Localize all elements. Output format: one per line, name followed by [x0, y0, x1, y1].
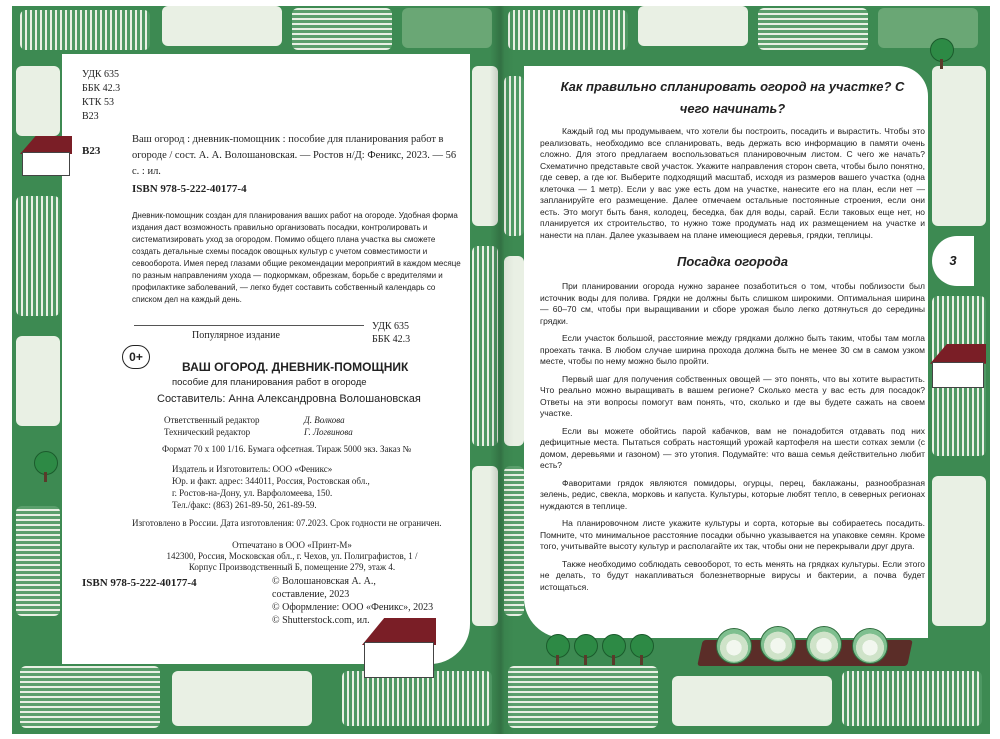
- paragraph: При планировании огорода нужно заранее позаботиться о том, чтобы поблизости был источник воды для полива. Грядки не должны быть слишком широкими. Оптимальная ширина — 60–70 см, чтобы при выращивании и сборе урожая было легко дотянуться до середины грядки.: [540, 281, 925, 326]
- pattern-tile: [508, 666, 658, 728]
- format-line: Формат 70 х 100 1/16. Бумага офсетная. Тираж 5000 экз. Заказ №: [162, 444, 412, 454]
- tech-editor-role: Технический редактор: [164, 427, 251, 437]
- tree-illustration: [574, 634, 596, 664]
- book-spine: [490, 6, 514, 734]
- paragraph: Фаворитами грядок являются помидоры, огурцы, перец, баклажаны, разнообразная зелень, редис, свекла, морковь и капуста. Культуры, которые любят тепло, в северных регионах нуждаются в теплице.: [540, 477, 925, 511]
- pattern-tile: [162, 6, 282, 46]
- isbn-bottom: ISBN 978-5-222-40177-4: [82, 577, 197, 589]
- printer-line: Отпечатано в ООО «Принт-М»: [232, 540, 352, 550]
- copyright-line: © Shutterstock.com, ил.: [272, 615, 370, 626]
- publisher-block: [172, 463, 370, 511]
- publisher-line: Юр. и факт. адрес: 344011, Россия, Ростовская обл.,: [172, 476, 370, 486]
- udk-line: ББК 42.3: [82, 83, 121, 94]
- author-code: В23: [82, 145, 101, 157]
- edition-type: Популярное издание: [192, 330, 280, 341]
- tree-illustration: [630, 634, 652, 664]
- bibliographic-record: Ваш огород : дневник-помощник : пособие для планирования работ в огороде / сост. А. А. Волошановская. — Ростов н/Д: Феникс, 2023. — 56 с. : ил.: [132, 134, 457, 177]
- imprint-block: [72, 60, 462, 660]
- section-heading: Как правильно спланировать огород на участке? С чего начинать?: [560, 79, 905, 116]
- printer-block: [132, 540, 452, 573]
- pattern-tile: [758, 8, 868, 50]
- udk-block: [82, 68, 120, 124]
- pattern-tile: [292, 8, 392, 50]
- printer-line: 142300, Россия, Московская обл., г. Чехов, ул. Полиграфистов, 1 /: [166, 551, 418, 561]
- printer-line: Корпус Производственный Б, помещение 279, этаж 4.: [188, 562, 396, 572]
- pattern-tile: [842, 671, 982, 726]
- publisher-line: Издатель и Изготовитель: ООО «Феникс»: [172, 464, 333, 474]
- cabbage-illustration: [806, 626, 842, 662]
- paragraph: Если участок большой, расстояние между грядками должно быть таким, чтобы там могла проехать тачка. В любом случае ширина прохода должна быть не менее 30 см в самом узком месте, чтобы по нему можно было пройти.: [540, 333, 925, 366]
- pattern-tile: [16, 506, 60, 616]
- age-rating-badge: 0+: [122, 345, 150, 369]
- tree-illustration: [546, 634, 568, 664]
- house-illustration: [22, 136, 70, 176]
- copyright-line: составление, 2023: [272, 589, 350, 600]
- annotation: Дневник-помощник создан для планирования ваших работ на огороде. Удобная форма издания даст возможность правильно организовать посадки, контролировать и систематизировать уход за огородом. Помимо общего плана участка вы сможете создать детальные схемы посадок овощных культур с учетом совместимости и севооборота. Имея перед глазами общие рекомендации мероприятий в каждом месяце по разным направлениям ухода — подкормкам, обрезкам, борьбе с вредителями и профилактике заболеваний, — легко будет составить собственный календарь со списком дел на каждый день.: [132, 211, 461, 304]
- house-illustration: [932, 344, 984, 388]
- pattern-tile: [672, 676, 832, 726]
- pattern-tile: [878, 8, 978, 48]
- paragraph: Первый шаг для получения собственных овощей — это понять, что вы хотите вырастить. Что реально можно выращивать в вашем регионе? Сколько места у вас есть для посадок? Ответы на эти вопросы помогут вам понять, что, сколько и где вы будете сажать на своем участке.: [540, 373, 925, 418]
- pattern-tile: [932, 66, 986, 226]
- pattern-tile: [638, 6, 748, 46]
- pattern-tile: [20, 10, 150, 50]
- udk-line: КТК 53: [82, 97, 114, 108]
- pattern-tile: [172, 671, 312, 726]
- made-in-line: Изготовлено в России. Дата изготовления: 07.2023. Срок годности не ограничен.: [132, 518, 442, 528]
- tech-editor-name: Г. Логвинова: [304, 427, 353, 437]
- udk-block-2: [372, 320, 410, 346]
- compiler: Составитель: Анна Александровна Волошановская: [157, 393, 421, 405]
- udk-line: ББК 42.3: [372, 334, 411, 345]
- pattern-tile: [16, 196, 60, 316]
- paragraph: Если вы можете обойтись парой кабачков, вам не понадобится отдавать под них дефицитные места. Пытаться собрать настоящий урожай картофеля на шести сотках земли (с домом, деревьями и газоном) — это утопия. Подумайте: что ваша семья действительно любит есть?: [540, 425, 925, 470]
- copyright-line: © Оформление: ООО «Феникс», 2023: [272, 602, 434, 613]
- pattern-tile: [508, 10, 628, 50]
- pattern-tile: [932, 476, 986, 626]
- paragraph: На планировочном листе укажите культуры и сорта, которые вы собираетесь посадить. Помните, что минимальное расстояние посадки обычно указывается на упаковке семян. Кроме того, учитывайте высоту культур и располагайте их так, чтобы они не перекрывали друг друга.: [540, 518, 925, 551]
- tree-illustration: [930, 38, 952, 68]
- copyright-block: [272, 575, 433, 627]
- publisher-line: г. Ростов-на-Дону, ул. Варфоломеева, 150.: [172, 488, 333, 498]
- paragraph: Каждый год мы продумываем, что хотели бы построить, посадить и вырастить. Чтобы это реализовать, необходимо все спланировать, ведь держать всю информацию в памяти очень сложно. Для этого предлагаем воспользоваться планировочным листом. С чего же начать? Схематично представьте свой участок. Укажите направления сторон света, чтобы было понятно, где север, а где юг. Выберите подходящий масштаб, исходя из размеров вашего участка (одна клеточка — 1 метр). Если у вас уже есть дом на участке, нанесите его на план, если нет — запланируйте его размещение. Далее отмечаем остальные постоянные строения, если они есть. Это могут быть баня, колодец, беседка, бак для воды, сарай. Если таковых еще нет, но планируется их строительство, то нужно тоже продумать над их размещением на участке и нанести на план. Далее указываем на плане имеющиеся деревья, грядки, теплицы.: [540, 126, 925, 240]
- book-subtitle: пособие для планирования работ в огороде: [172, 377, 367, 388]
- section-heading: Посадка огорода: [676, 254, 789, 269]
- udk-line: УДК 635: [82, 69, 120, 80]
- isbn-top: ISBN 978-5-222-40177-4: [132, 183, 247, 195]
- udk-line: В23: [82, 111, 99, 122]
- pattern-tile: [402, 8, 492, 48]
- pattern-tile: [20, 666, 160, 728]
- publisher-line: Тел./факс: (863) 261-89-50, 261-89-59.: [172, 500, 317, 510]
- cabbage-illustration: [852, 628, 888, 664]
- pattern-tile: [16, 66, 60, 136]
- book-title: ВАШ ОГОРОД. ДНЕВНИК-ПОМОЩНИК: [182, 360, 409, 374]
- copyright-line: © Волошановская А. А.,: [272, 576, 376, 587]
- udk-line: УДК 635: [372, 321, 410, 332]
- page-number: 3: [932, 236, 974, 286]
- editor-role: Ответственный редактор: [164, 415, 260, 425]
- article-text: [540, 76, 925, 599]
- cabbage-illustration: [760, 626, 796, 662]
- tree-illustration: [602, 634, 624, 664]
- pattern-tile: [16, 336, 60, 426]
- paragraph: Также необходимо соблюдать севооборот, то есть менять на грядках культуры. Если этого не делать, то будут накапливаться болезнетворные вирусы и бактерии, а почва будет истощаться.: [540, 558, 925, 592]
- pattern-tile: [342, 671, 492, 726]
- tree-illustration: [34, 451, 56, 481]
- cabbage-illustration: [716, 628, 752, 664]
- divider: [134, 325, 364, 326]
- editor-name: Д. Волкова: [304, 415, 345, 425]
